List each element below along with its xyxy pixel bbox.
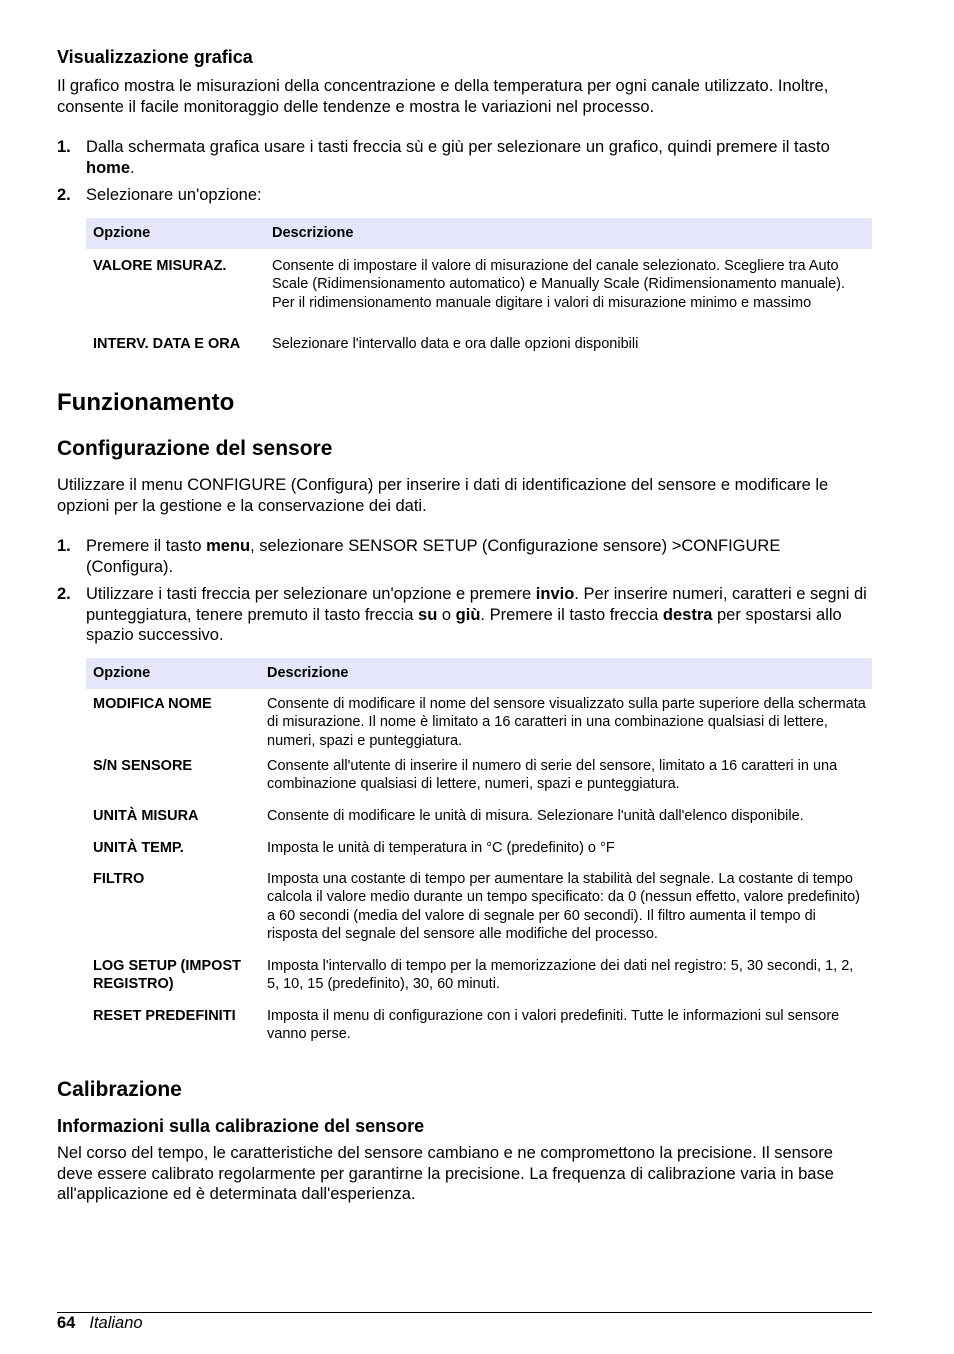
graph-section-intro: Il grafico mostra le misurazioni della concentrazione e della temperatura per ogni canale utilizzato. Inoltre, consente il facile monitoraggio delle tendenze e mostra le variazioni nel processo. [57, 77, 829, 116]
key-invio: invio [535, 585, 575, 603]
table-header-description: Descrizione [260, 658, 872, 689]
table-cell-description: Consente di modificare le unità di misura. Selezionare l'unità dall'elenco disponibile. [267, 808, 804, 825]
step-text: Selezionare un'opzione: [86, 186, 262, 204]
step-text [86, 137, 872, 178]
table-cell-description: Consente all'utente di inserire il numero di serie del sensore, limitato a 16 caratteri in una combinazione qualsiasi di lettere, numeri, spazi e punteggiatura. [267, 758, 838, 793]
table-cell-description: Selezionare l'intervallo data e ora dalle opzioni disponibili [272, 336, 639, 353]
table-row [86, 807, 872, 839]
table-row [86, 870, 872, 957]
key-giu: giù [455, 605, 481, 624]
table-cell-description: Imposta l'intervallo di tempo per la memorizzazione dei dati nel registro: 5, 30 secondi, 1, 2, 5, 10, 15 (predefinito), 30, 60 minuti. [267, 958, 854, 993]
table-cell-option: FILTRO [93, 871, 145, 888]
page-footer [57, 1313, 143, 1333]
table-header-option: Opzione [86, 658, 260, 689]
step-text-part: Dalla schermata grafica usare i tasti freccia sù e giù per selezionare un grafico, quindi premere il tasto [86, 138, 830, 156]
table-cell-option: MODIFICA NOME [93, 696, 212, 713]
step-text-part: . Per inserire numeri, caratteri e segni di punteggiatura, tenere premuto il tasto freccia [86, 585, 867, 624]
graph-section-title: Visualizzazione grafica [57, 47, 253, 67]
footer-language: Italiano [89, 1314, 143, 1332]
step-text-part: Premere il tasto [86, 537, 207, 555]
step-text-part: Utilizzare i tasti freccia per selezionare un'opzione e premere [86, 585, 536, 603]
table-cell-option: S/N SENSORE [93, 758, 193, 775]
key-menu: menu [206, 537, 251, 555]
operation-title: Funzionamento [57, 389, 235, 416]
table-cell-description: Imposta le unità di temperatura in °C (predefinito) o °F [267, 840, 615, 857]
table-header-row [86, 218, 872, 249]
step-number: 2. [57, 585, 71, 603]
step-text [86, 536, 872, 577]
table-header-description: Descrizione [265, 218, 872, 249]
calibration-text: Nel corso del tempo, le caratteristiche del sensore cambiano e ne compromettono la precisione. Il sensore deve essere calibrato regolarmente per garantirne la precisione. La frequenza di calibrazione varia in base all'applicazione ed è determinata dall'esperienza. [57, 1144, 834, 1203]
table-row [86, 839, 872, 870]
calibration-subtitle: Informazioni sulla calibrazione del sensore [57, 1116, 425, 1136]
config-options-table [86, 658, 872, 1050]
sensor-config-title: Configurazione del sensore [57, 437, 333, 460]
step-text-part: , selezionare SENSOR SETUP (Configurazione sensore) >CONFIGURE (Configura). [86, 537, 781, 576]
step-text-part: . [130, 158, 135, 177]
step-number: 1. [57, 138, 71, 156]
table-cell-option: RESET PREDEFINITI [93, 1008, 236, 1025]
step-number: 2. [57, 186, 71, 204]
table-cell-option: INTERV. DATA E ORA [93, 336, 241, 353]
step-number: 1. [57, 537, 71, 555]
graph-options-table [86, 218, 872, 359]
table-cell-option: UNITÀ TEMP. [93, 840, 184, 857]
key-destra: destra [662, 605, 713, 624]
table-cell-description: Imposta una costante di tempo per aumentare la stabilità del segnale. La costante di tempo calcola il valore medio durante un tempo specificato: da 0 (nessun effetto, valore predefinito) a 60 secondi (media del valore di segnale per 60 secondi). Il filtro aumenta il tempo di risposta del segnale del sensore alle modifiche del processo. [267, 871, 860, 942]
step-text-part: o [437, 605, 456, 624]
table-row [86, 1007, 872, 1049]
page-number: 64 [57, 1314, 76, 1332]
table-cell-option: LOG SETUP (IMPOST REGISTRO) [93, 958, 241, 993]
step-text-part: . Premere il tasto freccia [480, 605, 663, 624]
calibration-title: Calibrazione [57, 1078, 182, 1101]
key-home: home [86, 158, 131, 177]
table-row [86, 757, 872, 807]
table-row [86, 249, 872, 335]
table-cell-option: UNITÀ MISURA [93, 808, 199, 825]
table-cell-description: Consente di impostare il valore di misurazione del canale selezionato. Scegliere tra Auto Scale (Ridimensionamento automatico) e Manually Scale (Ridimensionamento manuale). Per il ridimensionamento manuale digitare i valori di misurazione minimo e massimo [272, 258, 846, 311]
table-row [86, 689, 872, 757]
table-header-row [86, 658, 872, 689]
footer-divider [57, 1312, 872, 1313]
table-cell-description: Consente di modificare il nome del sensore visualizzato sulla parte superiore della schermata di misurazione. Il nome è limitato a 16 caratteri in una combinazione qualsiasi di lettere, numeri, spazi e punteggiatura. [267, 696, 866, 749]
sensor-config-intro: Utilizzare il menu CONFIGURE (Configura) per inserire i dati di identificazione del sensore e modificare le opzioni per la gestione e la conservazione dei dati. [57, 476, 829, 515]
step-text [86, 584, 872, 646]
table-row [86, 335, 872, 359]
table-header-option: Opzione [86, 218, 265, 249]
table-row [86, 957, 872, 1007]
table-cell-option: VALORE MISURAZ. [93, 258, 227, 275]
key-su: su [418, 605, 438, 624]
step-text-part: per spostarsi allo spazio successivo. [86, 605, 842, 644]
table-cell-description: Imposta il menu di configurazione con i valori predefiniti. Tutte le informazioni sul sensore vanno perse. [267, 1008, 840, 1043]
